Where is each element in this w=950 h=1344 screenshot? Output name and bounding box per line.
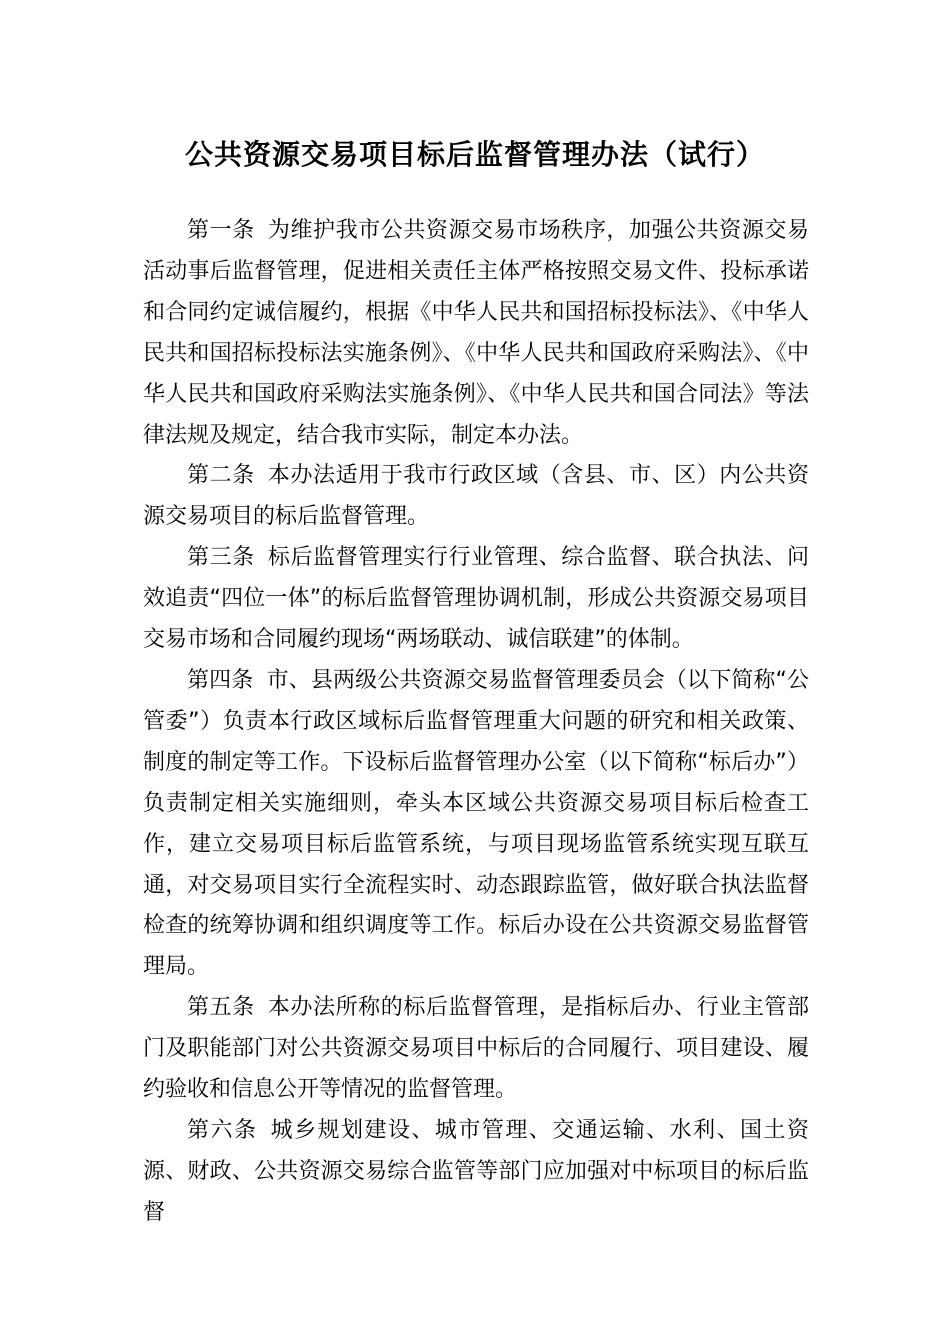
article-1 — [143, 211, 809, 456]
article-number: 第四条 — [187, 667, 254, 693]
article-number: 第五条 — [187, 995, 255, 1021]
document-body — [143, 211, 809, 1234]
article-text: 本办法所称的标后监督管理，是指标后办、行业主管部门及职能部门对公共资源交易项目中标后的合同履行、项目建设、履约验收和信息公开等情况的监督管理。 — [143, 995, 809, 1103]
article-text: 市、县两级公共资源交易监督管理委员会（以下简称“公管委”）负责本行政区域标后监督管理重大问题的研究和相关政策、制度的制定等工作。下设标后监督管理办公室（以下简称“标后办”）负责制定相关实施细则，牵头本区域公共资源交易项目标后检查工作，建立交易项目标后监管系统，与项目现场监管系统实现互联互通，对交易项目实行全流程实时、动态跟踪监管，做好联合执法监督检查的统筹协调和组织调度等工作。标后办设在公共资源交易监督管理局。 — [143, 667, 809, 980]
article-number: 第三条 — [187, 545, 255, 571]
article-2 — [143, 456, 809, 538]
article-5 — [143, 988, 809, 1111]
article-3 — [143, 538, 809, 661]
article-text: 标后监督管理实行行业管理、综合监督、联合执法、问效追责“四位一体”的标后监督管理协调机制，形成公共资源交易项目交易市场和合同履约现场“两场联动、诚信联建”的体制。 — [143, 545, 809, 653]
article-number: 第六条 — [187, 1117, 258, 1143]
article-6 — [143, 1111, 809, 1234]
article-text: 本办法适用于我市行政区域（含县、市、区）内公共资源交易项目的标后监督管理。 — [143, 463, 809, 530]
document-title: 公共资源交易项目标后监督管理办法（试行） — [184, 138, 765, 171]
article-4 — [143, 661, 809, 988]
article-text: 为维护我市公共资源交易市场秩序，加强公共资源交易活动事后监督管理，促进相关责任主体严格按照交易文件、投标承诺和合同约定诚信履约，根据《中华人民共和国招标投标法》、《中华人民共和国招标投标法实施条例》、《中华人民共和国政府采购法》、《中华人民共和国政府采购法实施条例》、《中华人民共和国合同法》等法律法规及规定，结合我市实际，制定本办法。 — [143, 218, 809, 448]
article-number: 第二条 — [187, 463, 255, 489]
article-number: 第一条 — [187, 218, 255, 243]
article-text: 城乡规划建设、城市管理、交通运输、水利、国土资源、财政、公共资源交易综合监管等部门应加强对中标项目的标后监督 — [143, 1117, 809, 1225]
